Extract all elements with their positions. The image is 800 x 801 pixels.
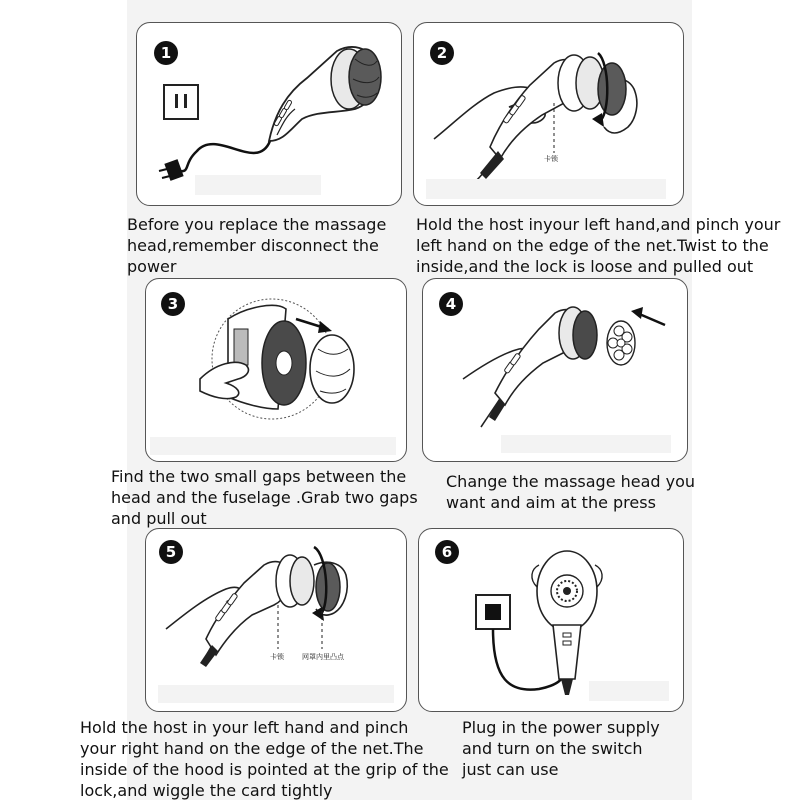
step-4-number-badge: 4 [439,292,463,316]
step-5-panel [145,528,407,712]
step-6-panel [418,528,684,712]
arrow-icon [631,307,665,325]
massager-icon [532,551,602,695]
step-5-number-badge: 5 [159,540,183,564]
step-2-number-badge: 2 [430,41,454,65]
step-6-illustration [419,529,683,711]
step-3-illustration [146,279,406,461]
massager-icon [489,307,635,421]
step-5-illustration [146,529,406,711]
step-3-caption: Find the two small gaps between the head and the fuselage .Grab two gaps and pull out [111,467,418,528]
step-1-caption: Before you replace the massage head,remember disconnect the power [127,215,387,276]
lock-label: 卡锁 [544,155,558,163]
step-4-caption: Change the massage head you want and aim at the press [446,472,696,512]
replacement-head [607,321,635,365]
step-3-number-badge: 3 [161,292,185,316]
step-3-panel [145,278,407,462]
step-1-panel [136,22,402,206]
arrow-icon [296,319,332,333]
step-1-number-badge: 1 [154,41,178,65]
massager-icon [228,305,354,409]
step-6-number-badge: 6 [435,540,459,564]
step-2-panel [413,22,684,206]
plug-icon [159,141,270,181]
massager-icon [269,47,381,141]
hood-bump-label: 网罩内里凸点 [302,653,344,661]
power-socket-icon [476,595,510,629]
power-socket-icon [164,85,198,119]
step-4-panel [422,278,688,462]
step-5-caption: Hold the host in your left hand and pinch your right hand on the edge of the net.The inside of the hood is pointed at the grip of the lock,and wiggle the card tightly [80,718,449,800]
lock-label: 卡锁 [270,653,284,661]
step-2-illustration [414,23,683,205]
step-6-caption: Plug in the power supply and turn on the switch just can use [462,718,660,779]
step-2-caption: Hold the host inyour left hand,and pinch your left hand on the edge of the net.Twist to the inside,and the lock is loose and pulled out [416,215,781,276]
